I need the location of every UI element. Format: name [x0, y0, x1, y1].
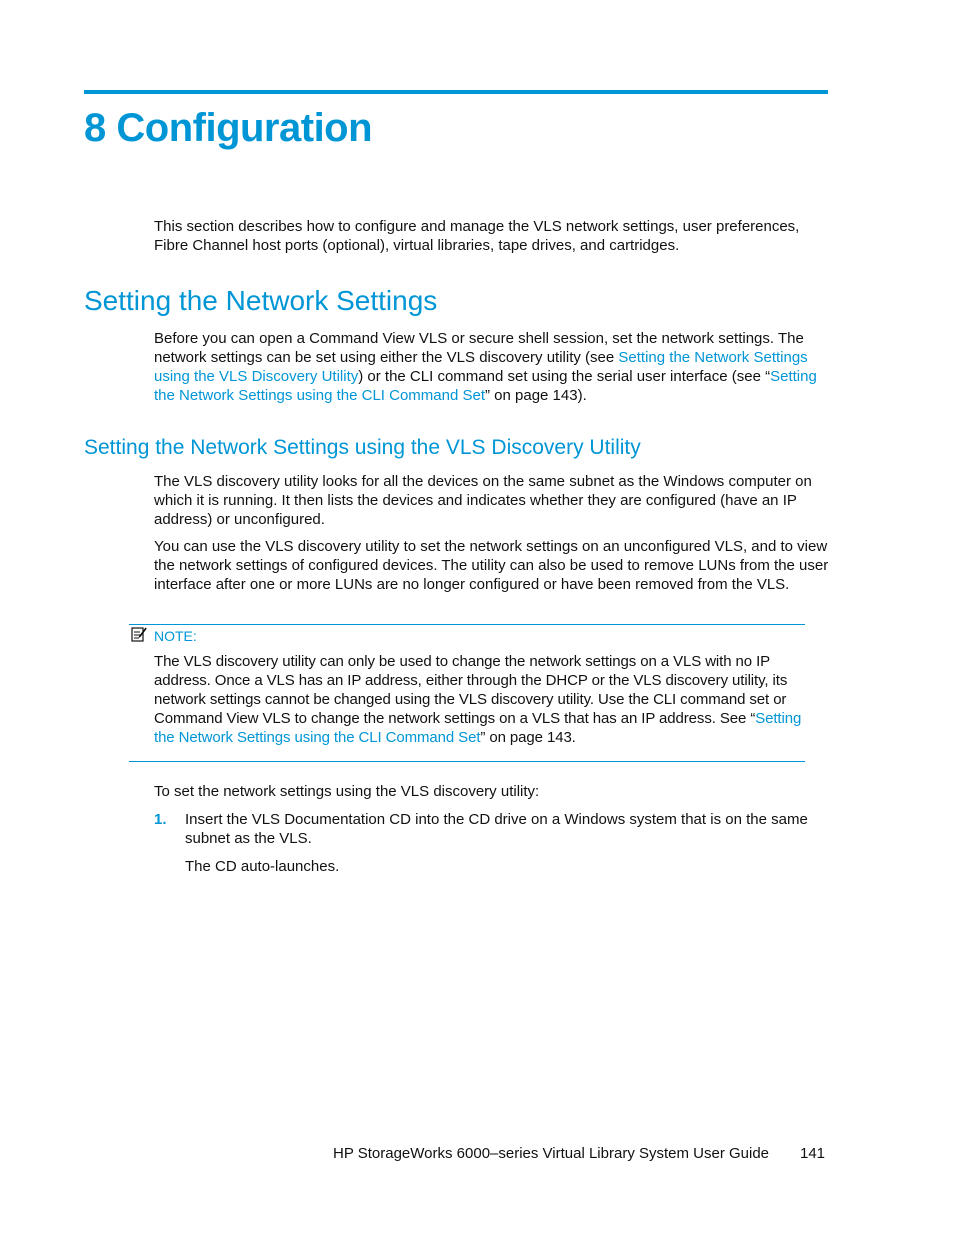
note-body	[154, 652, 809, 747]
network-settings-paragraph	[154, 329, 818, 405]
step-result: The CD auto-launches.	[185, 858, 340, 875]
procedure-intro: To set the network settings using the VLS discovery utility:	[154, 783, 540, 800]
note-bottom-rule	[129, 761, 805, 762]
paragraph-text: ) or the CLI command set using the serial user interface (see “	[358, 368, 771, 385]
paragraph-text: Before you can open a Command View VLS or secure shell session, set the network settings. The network settings can be set using either the VLS discovery utility (see	[154, 330, 804, 366]
intro-paragraph: This section describes how to configure and manage the VLS network settings, user preferences, Fibre Channel host ports (optional), virtual libraries, tape drives, and cartridges.	[154, 218, 800, 254]
note-pencil-icon	[131, 626, 147, 642]
chapter-title-text: Configuration	[116, 106, 373, 150]
chapter-title	[84, 100, 372, 156]
link-vls-discovery-utility[interactable]: Setting the Network Settings using the VLS Discovery Utility	[154, 349, 808, 385]
note-label: NOTE:	[154, 628, 197, 644]
paragraph-text: ” on page 143).	[485, 387, 587, 404]
note-top-rule	[129, 624, 805, 625]
footer-guide-title: HP StorageWorks 6000–series Virtual Library System User Guide	[333, 1145, 770, 1162]
chapter-number: 8	[84, 106, 106, 150]
footer-page-number: 141	[800, 1145, 826, 1162]
link-cli-command-set-note[interactable]: Setting the Network Settings using the CLI Command Set	[154, 710, 802, 746]
discovery-paragraph-2: You can use the VLS discovery utility to set the network settings on an unconfigured VLS, and to view the network settings of configured devices. The utility can also be used to remove LUNs from the user interface after one or more LUNs are no longer configured or have been removed from the VLS.	[154, 538, 829, 593]
step-number: 1.	[154, 811, 167, 828]
chapter-top-rule	[84, 90, 828, 94]
step-text: Insert the VLS Documentation CD into the CD drive on a Windows system that is on the same subnet as the VLS.	[185, 811, 808, 847]
link-cli-command-set[interactable]: Setting the Network Settings using the CLI Command Set	[154, 368, 817, 404]
note-text: ” on page 143.	[480, 729, 576, 746]
discovery-paragraph-1: The VLS discovery utility looks for all the devices on the same subnet as the Windows computer on which it is running. It then lists the devices and indicates whether they are configured (have an IP address) or unconfigured.	[154, 473, 812, 528]
section-heading-network-settings: Setting the Network Settings	[84, 285, 438, 316]
subsection-heading-vls-discovery: Setting the Network Settings using the VLS Discovery Utility	[84, 436, 641, 459]
note-text: The VLS discovery utility can only be used to change the network settings on a VLS with no IP address. Once a VLS has an IP address, either through the DHCP or the VLS discovery utility, its network settings cannot be changed using the VLS discovery utility. Use the CLI command set or Command View VLS to change the network settings on a VLS that has an IP address. See “	[154, 653, 788, 727]
